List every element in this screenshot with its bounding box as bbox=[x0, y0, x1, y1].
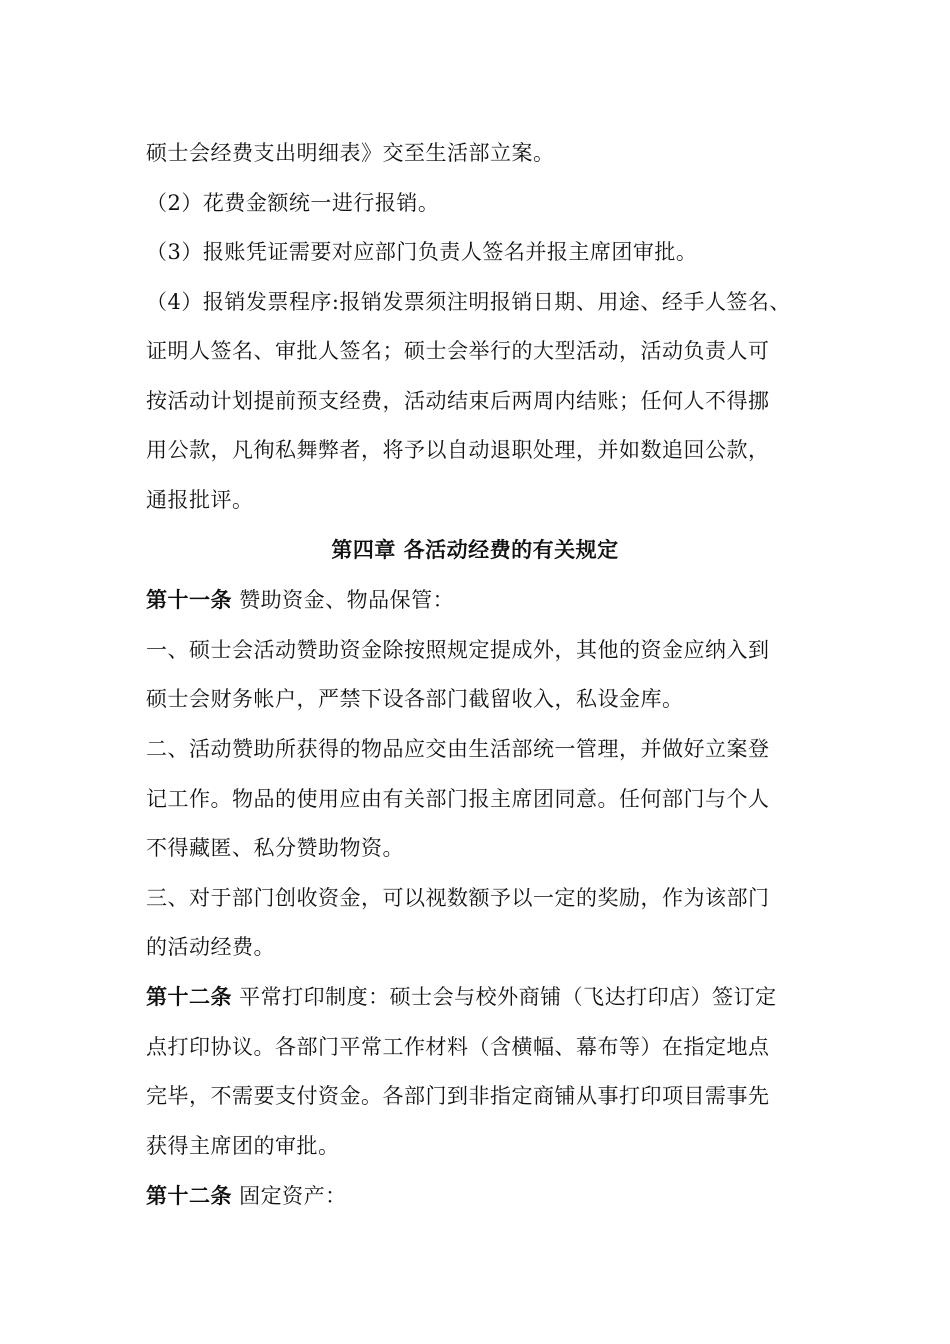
text-line: 通报批评。 bbox=[146, 488, 254, 512]
text-line: 硕士会经费支出明细表》交至生活部立案。 bbox=[146, 141, 555, 165]
text-line: （3）报账凭证需要对应部门负责人签名并报主席团审批。 bbox=[146, 240, 698, 264]
text-line: 获得主席团的审批。 bbox=[146, 1134, 340, 1158]
text-line: 完毕，不需要支付资金。各部门到非指定商铺从事打印项目需事先 bbox=[146, 1084, 770, 1108]
article-11 bbox=[146, 585, 454, 615]
text-line: 的活动经费。 bbox=[146, 935, 275, 959]
article-label: 第十一条 bbox=[146, 587, 232, 612]
text-line: 按活动计划提前预支经费，活动结束后两周内结账；任何人不得挪 bbox=[146, 389, 770, 413]
article-text: 平常打印制度：硕士会与校外商铺（飞达打印店）签订定 bbox=[232, 985, 777, 1009]
article-label: 第十二条 bbox=[146, 1183, 232, 1208]
text-line: 记工作。物品的使用应由有关部门报主席团同意。任何部门与个人 bbox=[146, 787, 770, 811]
text-line: 硕士会财务帐户，严禁下设各部门截留收入，私设金库。 bbox=[146, 687, 684, 711]
text-line: （2）花费金额统一进行报销。 bbox=[146, 191, 440, 215]
text-line: 证明人签名、审批人签名；硕士会举行的大型活动，活动负责人可 bbox=[146, 339, 770, 363]
article-12-print bbox=[146, 982, 777, 1012]
chapter-title: 第四章 各活动经费的有关规定 bbox=[331, 537, 619, 562]
text-line: 不得藏匿、私分赞助物资。 bbox=[146, 836, 404, 860]
text-line: 点打印协议。各部门平常工作材料（含横幅、幕布等）在指定地点 bbox=[146, 1035, 770, 1059]
text-line: 一、硕士会活动赞助资金除按照规定提成外，其他的资金应纳入到 bbox=[146, 638, 770, 662]
article-12-assets bbox=[146, 1181, 347, 1211]
article-label: 第十二条 bbox=[146, 984, 232, 1009]
article-text: 赞助资金、物品保管： bbox=[232, 588, 455, 612]
article-text: 固定资产： bbox=[232, 1184, 347, 1208]
text-line: 三、对于部门创收资金，可以视数额予以一定的奖励，作为该部门 bbox=[146, 886, 770, 910]
text-line: 二、活动赞助所获得的物品应交由生活部统一管理，并做好立案登 bbox=[146, 737, 770, 761]
text-line: （4）报销发票程序:报销发票须注明报销日期、用途、经手人签名、 bbox=[146, 290, 791, 314]
text-line: 用公款，凡徇私舞弊者，将予以自动退职处理，并如数追回公款， bbox=[146, 438, 770, 462]
